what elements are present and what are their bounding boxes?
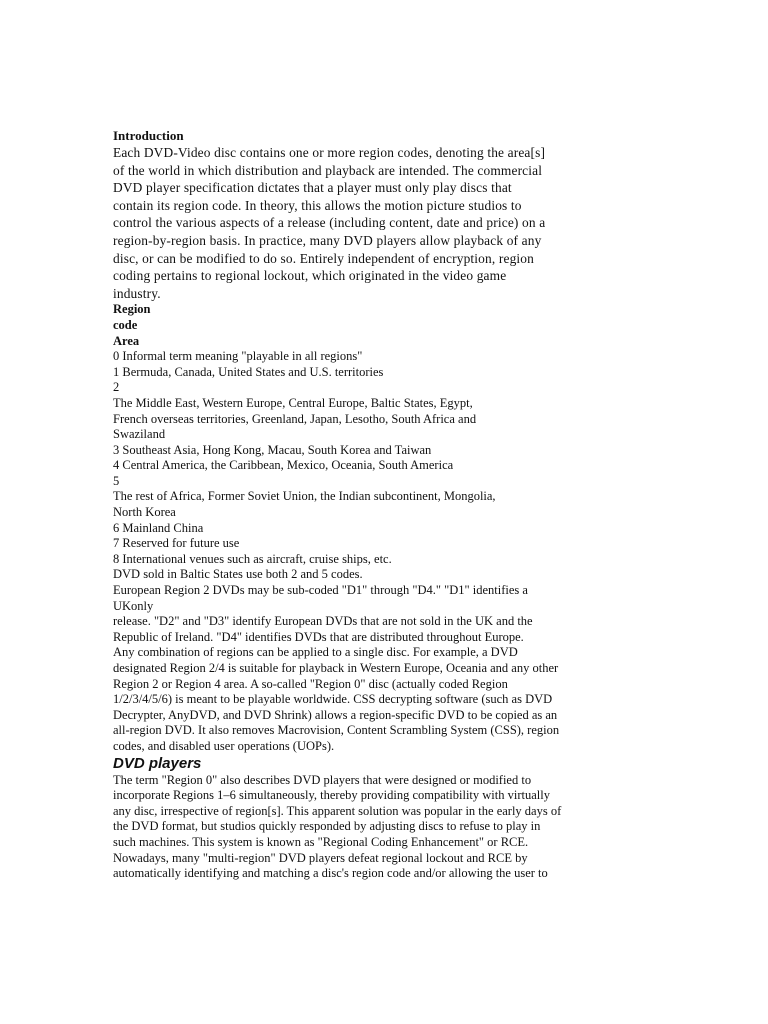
table-row: 7 Reserved for future use [113,536,240,551]
paragraph-line: UKonly [113,598,154,613]
paragraph-line: Nowadays, many "multi-region" DVD players defeat regional lockout and RCE by [113,850,528,865]
region-rows [113,349,638,567]
paragraph-line: codes, and disabled user operations (UOPs). [113,738,335,753]
paragraph-line: of the world in which distribution and playback are intended. The commercial [113,162,543,178]
paragraph-line: industry. [113,285,161,301]
table-row: The rest of Africa, Former Soviet Union, the Indian subcontinent, Mongolia, [113,489,496,504]
table-row: 3 Southeast Asia, Hong Kong, Macau, South Korea and Taiwan [113,442,432,457]
document-page [113,128,638,882]
dvd-players-heading: DVD players [113,754,202,772]
table-row: 4 Central America, the Caribbean, Mexico, Oceania, South America [113,458,454,473]
paragraph-line: DVD player specification dictates that a player must only play discs that [113,180,512,196]
paragraph-line: all-region DVD. It also removes Macrovision, Content Scrambling System (CSS), region [113,723,560,738]
paragraph-line: control the various aspects of a release (including content, date and price) on a [113,215,546,231]
paragraph-line: Republic of Ireland. "D4" identifies DVDs that are distributed throughout Europe. [113,629,524,644]
paragraph-line: designated Region 2/4 is suitable for playback in Western Europe, Oceania and any other [113,661,559,675]
paragraph-line: coding pertains to regional lockout, which originated in the video game [113,268,507,284]
paragraph-line: release. "D2" and "D3" identify European DVDs that are not sold in the UK and the [113,614,533,629]
paragraph-line: any disc, irrespective of region[s]. This apparent solution was popular in the early days of [113,803,562,818]
paragraph-line: contain its region code. In theory, this allows the motion picture studios to [113,197,522,213]
paragraph-line: disc, or can be modified to do so. Entirely independent of encryption, region [113,250,534,266]
introduction-paragraph [113,144,638,302]
table-row: 0 Informal term meaning "playable in all regions" [113,349,363,364]
region-table [113,302,638,567]
table-row: 2 [113,380,120,395]
table-row: 8 International venues such as aircraft, cruise ships, etc. [113,551,392,566]
table-header-code: code [113,317,138,332]
paragraph-line: Any combination of regions can be applied to a single disc. For example, a DVD [113,645,518,660]
paragraph-line: the DVD format, but studios quickly responded by adjusting discs to refuse to play in [113,819,541,834]
paragraph-line: region-by-region basis. In practice, many DVD players allow playback of any [113,232,542,248]
table-row: Swaziland [113,427,166,442]
table-row: French overseas territories, Greenland, Japan, Lesotho, South Africa and [113,411,477,426]
table-header-area: Area [113,333,140,348]
paragraph-line: Region 2 or Region 4 area. A so-called "Region 0" disc (actually coded Region [113,676,508,691]
notes-paragraph [113,567,638,754]
table-row: The Middle East, Western Europe, Central Europe, Baltic States, Egypt, [113,395,473,410]
dvd-players-paragraph [113,773,638,882]
paragraph-line: incorporate Regions 1–6 simultaneously, thereby providing compatibility with virtually [113,788,550,803]
paragraph-line: automatically identifying and matching a disc's region code and/or allowing the user to [113,866,548,881]
paragraph-line: 1/2/3/4/5/6) is meant to be playable worldwide. CSS decrypting software (such as DVD [113,692,553,707]
table-row: 6 Mainland China [113,520,204,535]
introduction-heading: Introduction [113,128,184,143]
table-row: 5 [113,473,120,488]
table-header-region: Region [113,302,151,317]
paragraph-line: European Region 2 DVDs may be sub-coded "D1" through "D4." "D1" identifies a [113,583,528,598]
paragraph-line: DVD sold in Baltic States use both 2 and 5 codes. [113,567,363,582]
paragraph-line: such machines. This system is known as "Regional Coding Enhancement" or RCE. [113,834,529,849]
table-row: 1 Bermuda, Canada, United States and U.S. territories [113,364,384,379]
table-row: North Korea [113,505,176,520]
paragraph-line: Decrypter, AnyDVD, and DVD Shrink) allows a region-specific DVD to be copied as an [113,707,558,722]
paragraph-line: The term "Region 0" also describes DVD players that were designed or modified to [113,772,532,787]
paragraph-line: Each DVD-Video disc contains one or more region codes, denoting the area[s] [113,145,546,160]
